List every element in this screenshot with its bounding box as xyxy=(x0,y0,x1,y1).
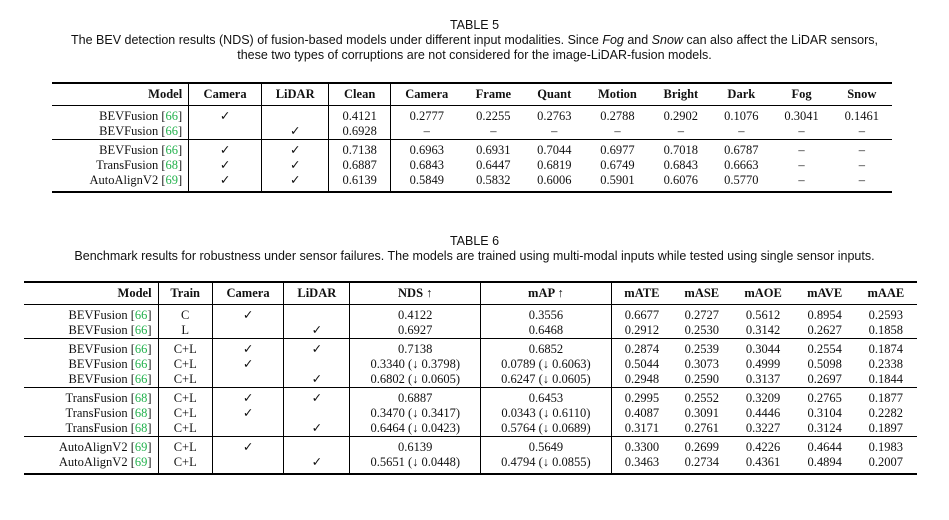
lidar-check xyxy=(284,406,350,421)
map-cell: 0.5764 (↓ 0.0689) xyxy=(481,421,612,437)
camera-check: ✓ xyxy=(189,140,262,159)
column-header: Bright xyxy=(651,83,712,106)
table5-caption-c: can also affect the LiDAR sensors, xyxy=(682,33,878,47)
lidar-check: ✓ xyxy=(284,339,350,358)
model-name: TransFusion xyxy=(65,406,128,420)
value-cell: 0.5901 xyxy=(584,173,650,192)
citation-link[interactable]: 68 xyxy=(165,158,178,172)
column-header: Snow xyxy=(832,83,892,106)
column-header: Model xyxy=(24,282,158,305)
value-cell: 0.6139 xyxy=(329,173,391,192)
model-name: BEVFusion xyxy=(68,342,128,356)
value-cell: 0.7044 xyxy=(524,140,584,159)
lidar-check: ✓ xyxy=(284,323,350,339)
value-cell: 0.7018 xyxy=(651,140,712,159)
value-cell: 0.6843 xyxy=(663,158,699,172)
model-cell: BEVFusion [66] xyxy=(24,323,158,339)
nds-cell: 0.3340 (↓ 0.3798) xyxy=(350,357,481,372)
model-cell: BEVFusion [66] xyxy=(24,339,158,358)
column-header: mASE xyxy=(672,282,732,305)
camera-check xyxy=(212,323,283,339)
value-cell: 0.5612 xyxy=(732,305,795,324)
model-cell: AutoAlignV2 [69] xyxy=(24,437,158,456)
column-header: mATE xyxy=(611,282,672,305)
lidar-check: ✓ xyxy=(261,173,328,192)
value-cell: – xyxy=(858,158,865,172)
column-header: Camera xyxy=(189,83,262,106)
table-row xyxy=(52,140,892,159)
model-cell: BEVFusion [66] xyxy=(52,140,189,159)
train-cell: C+L xyxy=(158,388,212,407)
value-cell: 0.6787 xyxy=(711,140,771,159)
map-cell: 0.5649 xyxy=(481,437,612,456)
value-cell: 0.3104 xyxy=(807,406,842,420)
camera-check: ✓ xyxy=(212,388,283,407)
value-cell: – xyxy=(677,124,684,138)
table-row xyxy=(52,158,892,173)
camera-check: ✓ xyxy=(189,158,262,173)
value-cell: 0.4226 xyxy=(732,437,795,456)
map-cell: 0.0343 (↓ 0.6110) xyxy=(481,406,612,421)
value-cell: 0.1844 xyxy=(868,372,904,386)
nds-cell: 0.4122 xyxy=(350,305,481,324)
table5-caption xyxy=(0,18,949,63)
citation-link[interactable]: 66 xyxy=(134,342,148,356)
value-cell: 0.2530 xyxy=(684,323,719,337)
table-row xyxy=(24,305,917,324)
header-row xyxy=(52,83,892,106)
value-cell: 0.3137 xyxy=(745,372,781,386)
model-cell: TransFusion [68] xyxy=(24,421,158,437)
table-row xyxy=(24,421,917,437)
value-cell: 0.3300 xyxy=(611,437,672,456)
value-cell: 0.6887 xyxy=(329,158,391,173)
value-cell: 0.3142 xyxy=(745,323,781,337)
table-row xyxy=(24,388,917,407)
value-cell: 0.3209 xyxy=(732,388,795,407)
camera-check xyxy=(189,124,262,140)
value-cell: 0.6447 xyxy=(476,158,511,172)
value-cell: 0.3463 xyxy=(611,455,672,474)
value-cell: 0.2765 xyxy=(795,388,855,407)
column-header: Train xyxy=(158,282,212,305)
train-cell: C xyxy=(158,305,212,324)
value-cell: 0.2948 xyxy=(624,372,660,386)
citation-link[interactable]: 68 xyxy=(134,406,148,420)
lidar-check: ✓ xyxy=(261,124,328,140)
value-cell: 0.3091 xyxy=(684,406,719,420)
nds-cell: 0.6139 xyxy=(350,437,481,456)
lidar-check xyxy=(261,106,328,125)
column-header: Model xyxy=(52,83,189,106)
table-row xyxy=(52,106,892,125)
value-cell: 0.2727 xyxy=(672,305,732,324)
map-cell: 0.6247 (↓ 0.0605) xyxy=(481,372,612,388)
citation-link[interactable]: 66 xyxy=(134,323,148,337)
table-row xyxy=(24,357,917,372)
value-cell: 0.6963 xyxy=(390,140,462,159)
value-cell: – xyxy=(490,124,497,138)
train-cell: L xyxy=(158,323,212,339)
value-cell: 0.6663 xyxy=(724,158,759,172)
citation-link[interactable]: 66 xyxy=(165,143,178,157)
model-cell: BEVFusion [66] xyxy=(52,106,189,125)
value-cell: 0.5098 xyxy=(807,357,842,371)
nds-cell: 0.6464 (↓ 0.0423) xyxy=(350,421,481,437)
value-cell: – xyxy=(798,124,805,138)
camera-check: ✓ xyxy=(212,437,283,456)
value-cell: 0.3171 xyxy=(624,421,660,435)
column-header: mAOE xyxy=(732,282,795,305)
citation-link[interactable]: 69 xyxy=(134,440,148,454)
citation-link[interactable]: 66 xyxy=(165,109,178,123)
value-cell: 0.2539 xyxy=(672,339,732,358)
value-cell: 0.6006 xyxy=(524,173,584,192)
train-cell: C+L xyxy=(158,357,212,372)
table6-label: TABLE 6 xyxy=(449,234,500,248)
value-cell: 0.8954 xyxy=(795,305,855,324)
camera-check: ✓ xyxy=(189,173,262,192)
value-cell: 0.3041 xyxy=(771,106,831,125)
value-cell: – xyxy=(798,158,805,172)
value-cell: 0.6931 xyxy=(463,140,525,159)
model-name: BEVFusion xyxy=(99,124,159,138)
value-cell: – xyxy=(832,173,892,192)
value-cell: 0.2902 xyxy=(651,106,712,125)
value-cell: 0.5770 xyxy=(711,173,771,192)
model-name: BEVFusion xyxy=(68,357,128,371)
column-header: mAVE xyxy=(795,282,855,305)
map-cell: 0.4794 (↓ 0.0855) xyxy=(481,455,612,474)
value-cell: – xyxy=(614,124,621,138)
table-row xyxy=(24,339,917,358)
table-row xyxy=(24,323,917,339)
value-cell: 0.6928 xyxy=(329,124,391,140)
value-cell: – xyxy=(771,140,831,159)
table5-caption-line2: these two types of corruptions are not considered for the image-LiDAR-fusion models. xyxy=(237,48,712,62)
citation-link[interactable]: 66 xyxy=(134,308,148,322)
value-cell: 0.6749 xyxy=(600,158,635,172)
model-cell: AutoAlignV2 [69] xyxy=(24,455,158,474)
value-cell: 0.2995 xyxy=(611,388,672,407)
model-name: BEVFusion xyxy=(68,308,128,322)
map-cell: 0.6852 xyxy=(481,339,612,358)
table-row xyxy=(24,406,917,421)
camera-check: ✓ xyxy=(212,339,283,358)
header-row xyxy=(24,282,917,305)
column-header: Fog xyxy=(771,83,831,106)
value-cell: 0.3044 xyxy=(732,339,795,358)
model-cell: TransFusion [68] xyxy=(24,388,158,407)
model-name: TransFusion xyxy=(65,421,128,435)
value-cell: – xyxy=(551,124,558,138)
model-name: AutoAlignV2 xyxy=(58,455,128,469)
table5-caption-snow: Snow xyxy=(651,33,683,47)
column-header: Camera xyxy=(390,83,462,106)
citation-link[interactable]: 66 xyxy=(134,357,148,371)
map-cell: 0.0789 (↓ 0.6063) xyxy=(481,357,612,372)
value-cell: 0.2734 xyxy=(672,455,732,474)
model-name: TransFusion xyxy=(96,158,159,172)
value-cell: 0.2699 xyxy=(672,437,732,456)
value-cell: – xyxy=(771,173,831,192)
value-cell: 0.4087 xyxy=(624,406,660,420)
train-cell: C+L xyxy=(158,421,212,437)
value-cell: – xyxy=(832,140,892,159)
lidar-check xyxy=(284,357,350,372)
nds-cell: 0.6887 xyxy=(350,388,481,407)
table6 xyxy=(24,281,917,475)
train-cell: C+L xyxy=(158,372,212,388)
nds-cell: 0.6802 (↓ 0.0605) xyxy=(350,372,481,388)
value-cell: – xyxy=(738,124,745,138)
column-header: Frame xyxy=(463,83,525,106)
value-cell: 0.5832 xyxy=(463,173,525,192)
table5-caption-a: The BEV detection results (NDS) of fusion-based models under different input modalities. Since xyxy=(71,33,603,47)
value-cell: 0.2627 xyxy=(807,323,842,337)
camera-check xyxy=(212,455,283,474)
lidar-check: ✓ xyxy=(284,421,350,437)
value-cell: 0.2255 xyxy=(463,106,525,125)
table-row xyxy=(24,437,917,456)
value-cell: 0.2552 xyxy=(672,388,732,407)
value-cell: 0.6843 xyxy=(409,158,444,172)
model-name: BEVFusion xyxy=(68,372,128,386)
value-cell: 0.2338 xyxy=(868,357,904,371)
value-cell: – xyxy=(423,124,430,138)
citation-link[interactable]: 68 xyxy=(134,391,148,405)
value-cell: 0.1897 xyxy=(868,421,904,435)
value-cell: 0.2593 xyxy=(855,305,917,324)
column-header: Clean xyxy=(329,83,391,106)
camera-check: ✓ xyxy=(212,357,283,372)
citation-link[interactable]: 66 xyxy=(165,124,178,138)
value-cell: 0.2554 xyxy=(795,339,855,358)
map-cell: 0.6468 xyxy=(481,323,612,339)
value-cell: 0.1076 xyxy=(711,106,771,125)
table-row xyxy=(52,124,892,140)
value-cell: 0.1874 xyxy=(855,339,917,358)
citation-link[interactable]: 69 xyxy=(134,455,148,469)
model-cell: BEVFusion [66] xyxy=(24,305,158,324)
lidar-check xyxy=(284,437,350,456)
table6-caption xyxy=(0,234,949,264)
citation-link[interactable]: 66 xyxy=(134,372,148,386)
nds-cell: 0.3470 (↓ 0.3417) xyxy=(350,406,481,421)
camera-check xyxy=(212,421,283,437)
model-cell: BEVFusion [66] xyxy=(52,124,189,140)
column-header: Motion xyxy=(584,83,650,106)
train-cell: C+L xyxy=(158,455,212,474)
nds-cell: 0.7138 xyxy=(350,339,481,358)
model-name: BEVFusion xyxy=(99,109,159,123)
model-cell: TransFusion [68] xyxy=(24,406,158,421)
model-name: TransFusion xyxy=(65,391,128,405)
value-cell: 0.2912 xyxy=(624,323,660,337)
table5 xyxy=(52,82,892,193)
camera-check: ✓ xyxy=(212,305,283,324)
table6-caption-text: Benchmark results for robustness under sensor failures. The models are trained using multi-modal inputs while tested using single sensor inputs. xyxy=(74,249,875,263)
value-cell: 0.3227 xyxy=(745,421,781,435)
value-cell: 0.2590 xyxy=(684,372,719,386)
column-header: Quant xyxy=(524,83,584,106)
train-cell: C+L xyxy=(158,339,212,358)
value-cell: 0.2007 xyxy=(855,455,917,474)
value-cell: 0.2788 xyxy=(584,106,650,125)
value-cell: 0.2282 xyxy=(868,406,904,420)
value-cell: 0.2761 xyxy=(684,421,719,435)
lidar-check xyxy=(284,305,350,324)
value-cell: 0.4446 xyxy=(745,406,781,420)
value-cell: 0.4894 xyxy=(795,455,855,474)
table-row xyxy=(24,372,917,388)
column-header: NDS ↑ xyxy=(350,282,481,305)
column-header: Dark xyxy=(711,83,771,106)
value-cell: 0.4999 xyxy=(745,357,781,371)
value-cell: 0.1461 xyxy=(832,106,892,125)
model-cell: BEVFusion [66] xyxy=(24,372,158,388)
value-cell: 0.2697 xyxy=(807,372,842,386)
value-cell: 0.7138 xyxy=(329,140,391,159)
value-cell: 0.1983 xyxy=(855,437,917,456)
value-cell: 0.6819 xyxy=(537,158,572,172)
model-cell: AutoAlignV2 [69] xyxy=(52,173,189,192)
value-cell: 0.4644 xyxy=(795,437,855,456)
lidar-check: ✓ xyxy=(284,455,350,474)
lidar-check: ✓ xyxy=(261,158,328,173)
model-name: BEVFusion xyxy=(99,143,159,157)
column-header: LiDAR xyxy=(284,282,350,305)
nds-cell: 0.5651 (↓ 0.0448) xyxy=(350,455,481,474)
value-cell: 0.1858 xyxy=(868,323,904,337)
value-cell: 0.3124 xyxy=(807,421,842,435)
lidar-check: ✓ xyxy=(284,388,350,407)
column-header: mAAE xyxy=(855,282,917,305)
column-header: LiDAR xyxy=(261,83,328,106)
table5-caption-b: and xyxy=(623,33,652,47)
train-cell: C+L xyxy=(158,406,212,421)
camera-check: ✓ xyxy=(212,406,283,421)
value-cell: – xyxy=(858,124,865,138)
model-cell: BEVFusion [66] xyxy=(24,357,158,372)
table5-label: TABLE 5 xyxy=(449,18,500,32)
citation-link[interactable]: 68 xyxy=(134,421,148,435)
value-cell: 0.6977 xyxy=(584,140,650,159)
nds-cell: 0.6927 xyxy=(350,323,481,339)
model-name: AutoAlignV2 xyxy=(89,173,159,187)
train-cell: C+L xyxy=(158,437,212,456)
column-header: mAP ↑ xyxy=(481,282,612,305)
value-cell: 0.6677 xyxy=(611,305,672,324)
table-row xyxy=(52,173,892,192)
value-cell: 0.4121 xyxy=(329,106,391,125)
model-name: AutoAlignV2 xyxy=(58,440,128,454)
model-cell: TransFusion [68] xyxy=(52,158,189,173)
value-cell: 0.3073 xyxy=(684,357,719,371)
map-cell: 0.3556 xyxy=(481,305,612,324)
lidar-check: ✓ xyxy=(284,372,350,388)
lidar-check: ✓ xyxy=(261,140,328,159)
value-cell: 0.6076 xyxy=(651,173,712,192)
value-cell: 0.5849 xyxy=(390,173,462,192)
table5-caption-fog: Fog xyxy=(602,33,624,47)
model-name: BEVFusion xyxy=(68,323,128,337)
value-cell: 0.1877 xyxy=(855,388,917,407)
value-cell: 0.2763 xyxy=(524,106,584,125)
value-cell: 0.4361 xyxy=(732,455,795,474)
value-cell: 0.5044 xyxy=(624,357,660,371)
column-header: Camera xyxy=(212,282,283,305)
table-row xyxy=(24,455,917,474)
map-cell: 0.6453 xyxy=(481,388,612,407)
value-cell: 0.2777 xyxy=(390,106,462,125)
citation-link[interactable]: 69 xyxy=(165,173,178,187)
value-cell: 0.2874 xyxy=(611,339,672,358)
camera-check: ✓ xyxy=(189,106,262,125)
camera-check xyxy=(212,372,283,388)
